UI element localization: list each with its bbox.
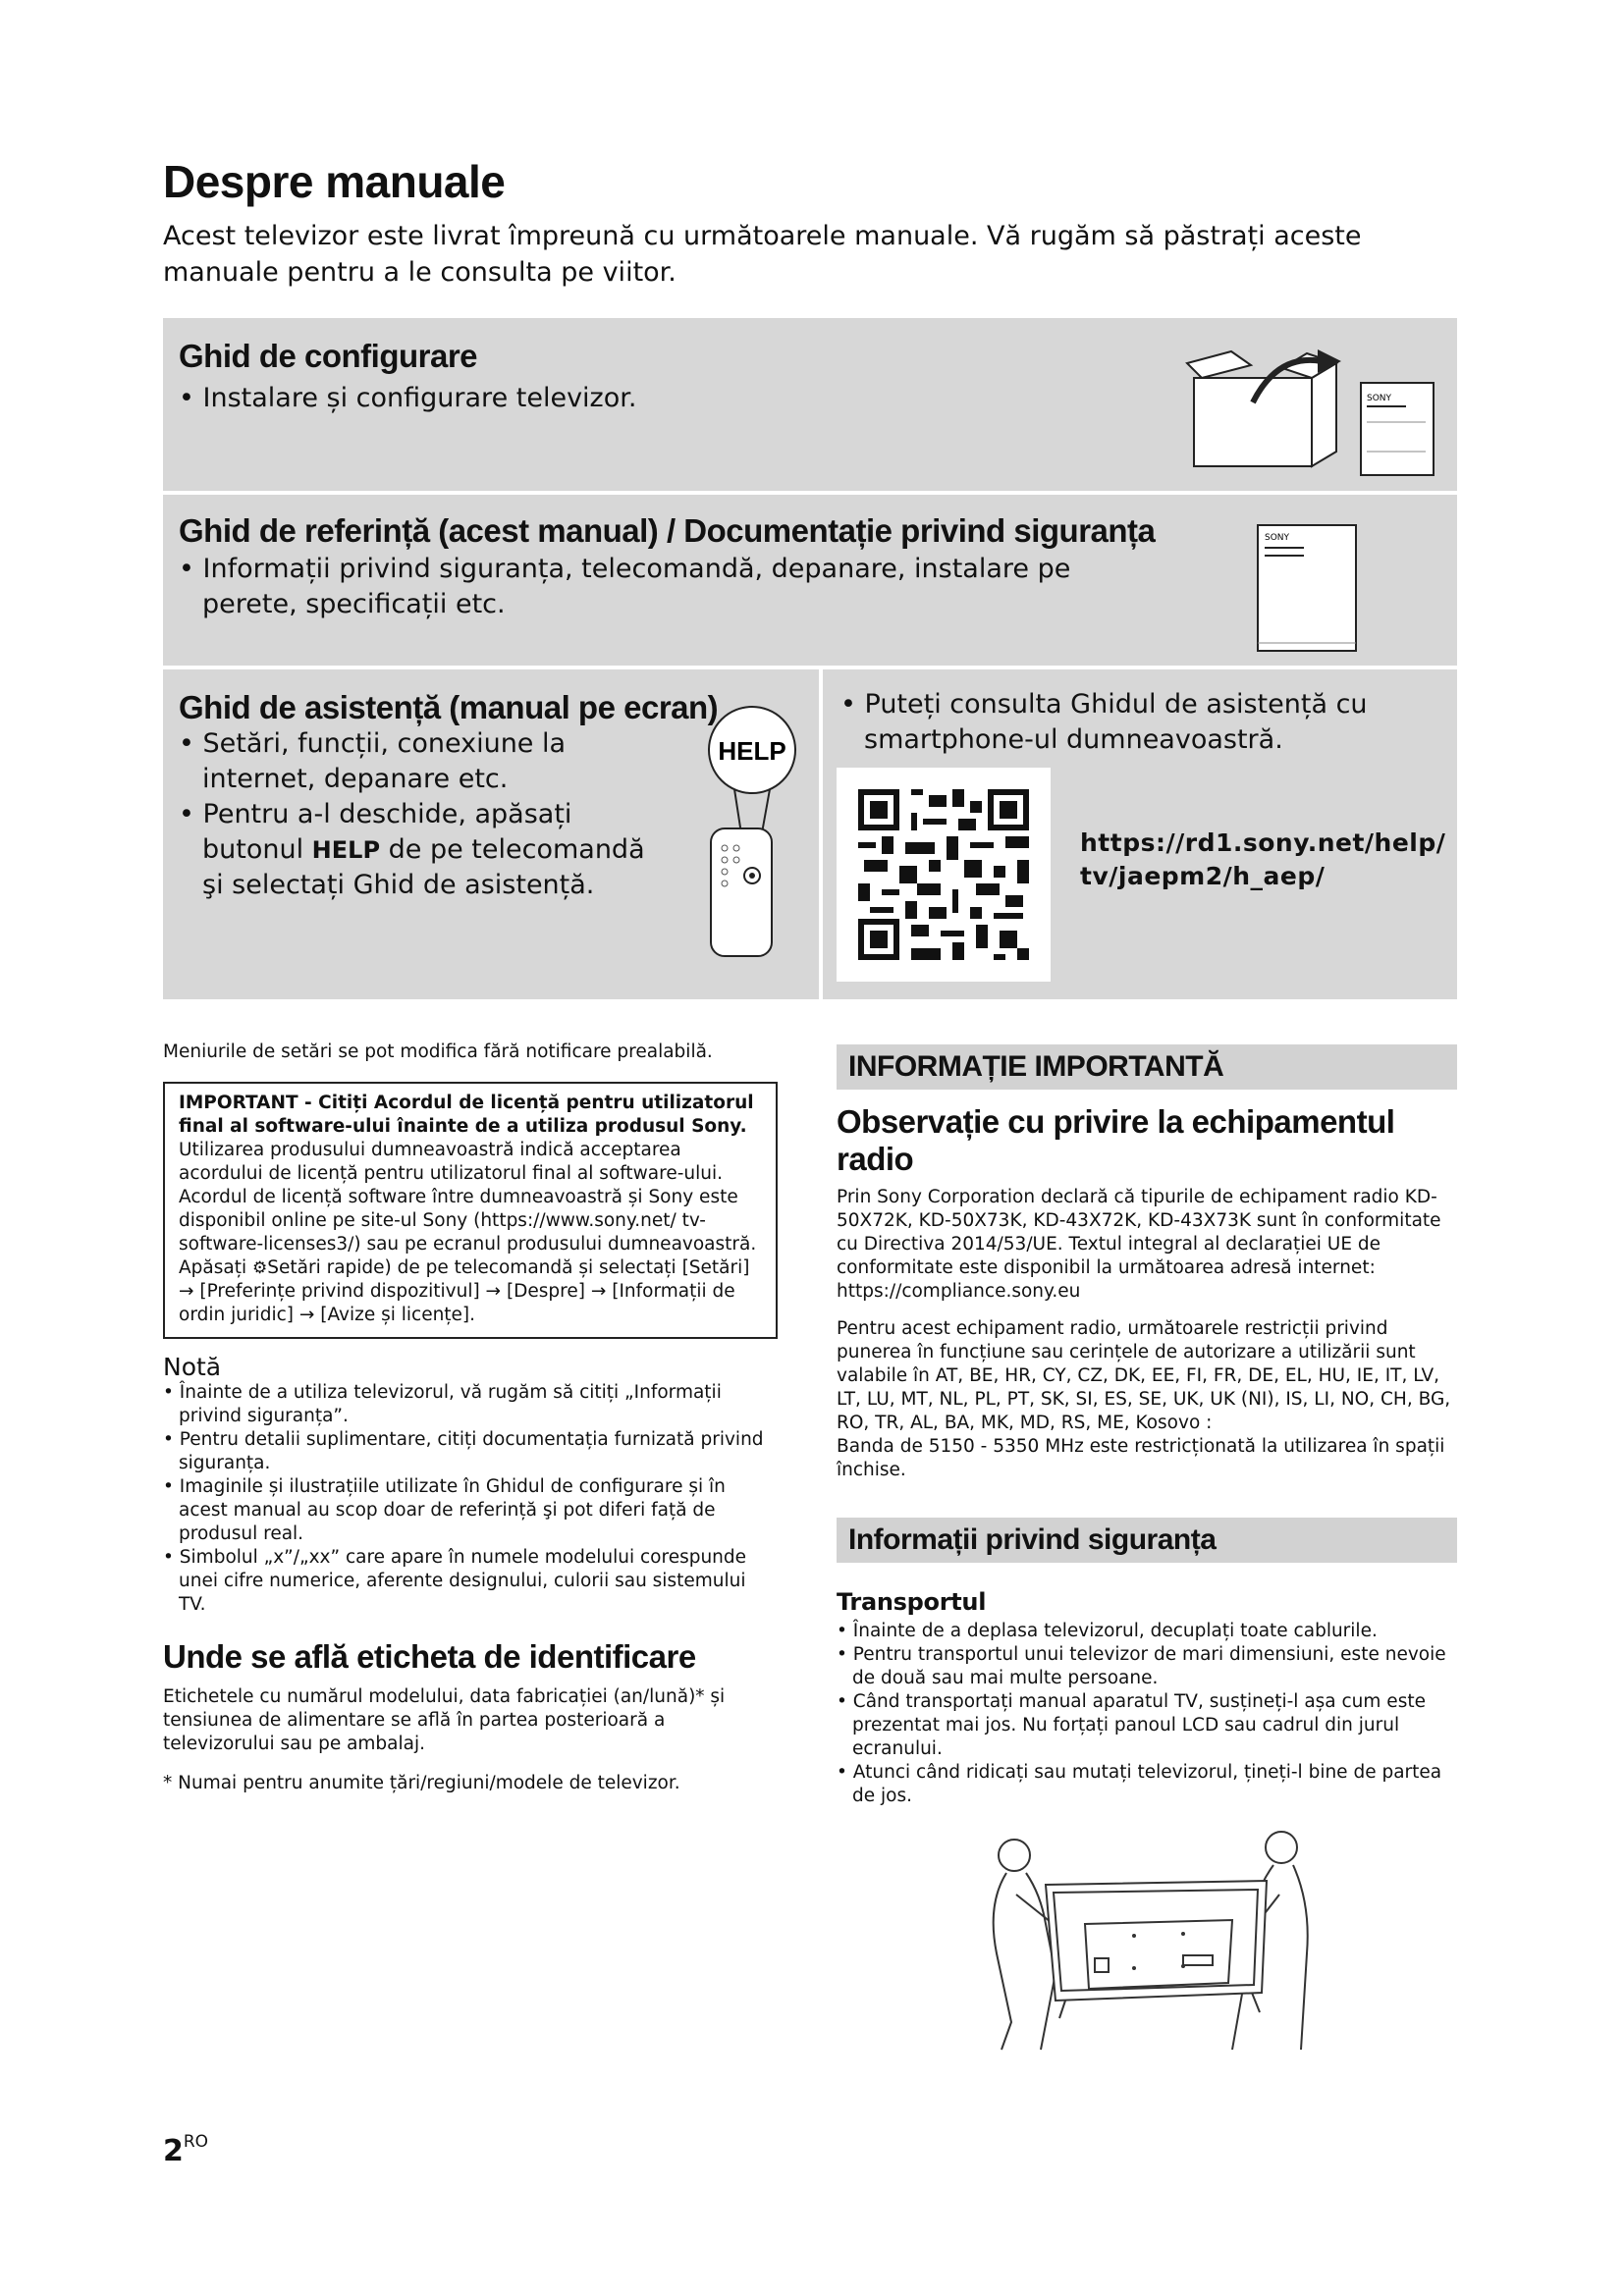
help-guide-title: Ghid de asistență (manual pe ecran)	[179, 689, 719, 725]
tv-box-manual-icon	[1184, 344, 1439, 481]
reference-guide-title: Ghid de referință (acest manual) / Documentație privind siguranța	[179, 512, 1156, 549]
transport-list	[837, 1620, 1457, 1808]
note-list	[163, 1381, 778, 1617]
page-number: $2^{RO}$	[163, 2132, 209, 2168]
qr-code-graphic	[837, 768, 1051, 982]
help-guide-bullets: • Setări, funcții, conexiune la internet, depanare etc. • Pentru a-l deschide, apăsați butonul HELP de pe telecomandă şi selectați Ghid de asistență.	[179, 728, 645, 900]
smartphone-guide-box	[823, 669, 1457, 999]
license-notice-box	[163, 1082, 778, 1339]
label-location-text: Etichetele cu numărul modelului, data fabricației (an/lună)* și tensiunea de alimentare se află în partea posterioară a televizorului sau pe ambalaj.	[163, 1686, 726, 1754]
transport-heading: Transportul	[837, 1588, 987, 1616]
list-item: • Înainte de a utiliza televizorul, vă rugăm să citiți „Informații privind siguranța”.	[163, 1382, 722, 1426]
setup-guide-title: Ghid de configurare	[179, 338, 478, 374]
setup-guide-bullet: • Instalare și configurare televizor.	[179, 383, 637, 413]
help-url[interactable]: https://rd1.sony.net/help/ tv/jaepm2/h_aep/	[1080, 828, 1446, 890]
qr-code[interactable]	[837, 768, 1051, 982]
quick-settings-gear-icon: ⚙	[252, 1258, 268, 1278]
reference-guide-box	[163, 495, 1457, 666]
reference-guide-bullet: • Informații privind siguranța, telecomandă, depanare, instalare pe perete, specificații etc.	[179, 554, 1071, 619]
list-item: • Când transportați manual aparatul TV, susțineți-l așa cum este prezentat mai jos. Nu forțați panoul LCD sau cadrul din jurul ecranului.	[837, 1691, 1426, 1759]
important-info-bar: INFORMAȚIE IMPORTANTĂ	[837, 1044, 1457, 1090]
page-title: Despre manuale	[163, 156, 506, 207]
radio-equipment-title: Observație cu privire la echipamentul radio	[837, 1103, 1395, 1177]
license-notice-heading: IMPORTANT - Citiți Acordul de licență pentru utilizatorul final al software-ului înainte de a utiliza produsul Sony.	[179, 1093, 754, 1137]
list-item: • Pentru transportul unui televizor de mari dimensiuni, este nevoie de două sau mai multe persoane.	[837, 1644, 1446, 1688]
menus-note: Meniurile de setări se pot modifica fără notificare prealabilă.	[163, 1041, 713, 1062]
help-guide-box	[163, 669, 819, 999]
label-location-title: Unde se află eticheta de identificare	[163, 1638, 696, 1675]
reference-manual-icon	[1253, 520, 1361, 658]
setup-guide-box	[163, 318, 1457, 491]
setup-manual-brand: SONY	[1367, 394, 1392, 403]
reference-manual-brand: SONY	[1265, 533, 1290, 543]
footnote: * Numai pentru anumite țări/regiuni/modele de televizor.	[163, 1773, 680, 1793]
help-button-label: HELP	[718, 736, 786, 766]
license-notice-text: Utilizarea produsului dumneavoastră indică acceptarea acordului de licență pentru utilizatorul final al software-ului. Acordul de licență software între dumneavoastră și Sony este disponibil online pe site-ul Sony (https://www.sony.net/ tv-software-licenses3/) sau pe ecranul produsului dumneavoastră. Apăsați ⚙Setări rapide) de pe telecomandă și selectați [Setări] → [Preferințe privind dispozitivul] → [Despre] → [Informații de ordin juridic] → [Avize și licențe].	[179, 1140, 757, 1325]
band-restriction-text: Banda de 5150 - 5350 MHz este restricționată la utilizarea în spații închise.	[837, 1436, 1445, 1480]
smartphone-bullet: • Puteți consulta Ghidul de asistență cu smartphone-ul dumneavoastră.	[840, 689, 1368, 755]
note-heading: Notă	[163, 1353, 222, 1381]
list-item: • Atunci când ridicați sau mutați televizorul, țineți-l bine de partea de jos.	[837, 1762, 1442, 1806]
remote-help-icon	[701, 701, 809, 966]
list-item: • Imaginile și ilustrațiile utilizate în Ghidul de configurare și în acest manual au scop doar de referință şi pot diferi față de produsul real.	[163, 1476, 726, 1544]
safety-info-bar: Informații privind siguranța	[837, 1518, 1457, 1563]
tv-carrying-illustration	[987, 1826, 1321, 2052]
intro-text: Acest televizor este livrat împreună cu următoarele manuale. Vă rugăm să păstrați aceste manuale pentru a le consulta pe viitor.	[163, 221, 1362, 288]
radio-declaration-text: Prin Sony Corporation declară că tipurile de echipament radio KD-50X72K, KD-50X73K, KD-43X72K, KD-43X73K sunt în conformitate cu Directiva 2014/53/UE. Textul integral al declarației UE de conformitate este disponibil la următoarea adresă internet: https://compliance.sony.eu	[837, 1187, 1441, 1302]
radio-restriction-text: Pentru acest echipament radio, următoarele restricții privind punerea în funcțiune sau cerințele de autorizare a utilizării sunt valabile în AT, BE, HR, CY, CZ, DK, EE, FI, FR, DE, EL, HU, IE, IT, LV, LT, LU, MT, NL, PL, PT, SK, SI, ES, SE, UK, UK (NI), IS, LI, NO, CH, BG, RO, TR, AL, BA, MK, MD, RS, ME, Kosovo :	[837, 1318, 1451, 1433]
list-item: • Simbolul „x”/„xx” care apare în numele modelului corespunde unei cifre numerice, aferente designului, culorii sau sistemului TV.	[163, 1547, 747, 1615]
right-column	[837, 1044, 1457, 1808]
left-column	[163, 1041, 778, 1795]
list-item: • Pentru detalii suplimentare, citiți documentația furnizată privind siguranța.	[163, 1429, 764, 1473]
list-item: • Înainte de a deplasa televizorul, decuplați toate cablurile.	[837, 1621, 1378, 1641]
